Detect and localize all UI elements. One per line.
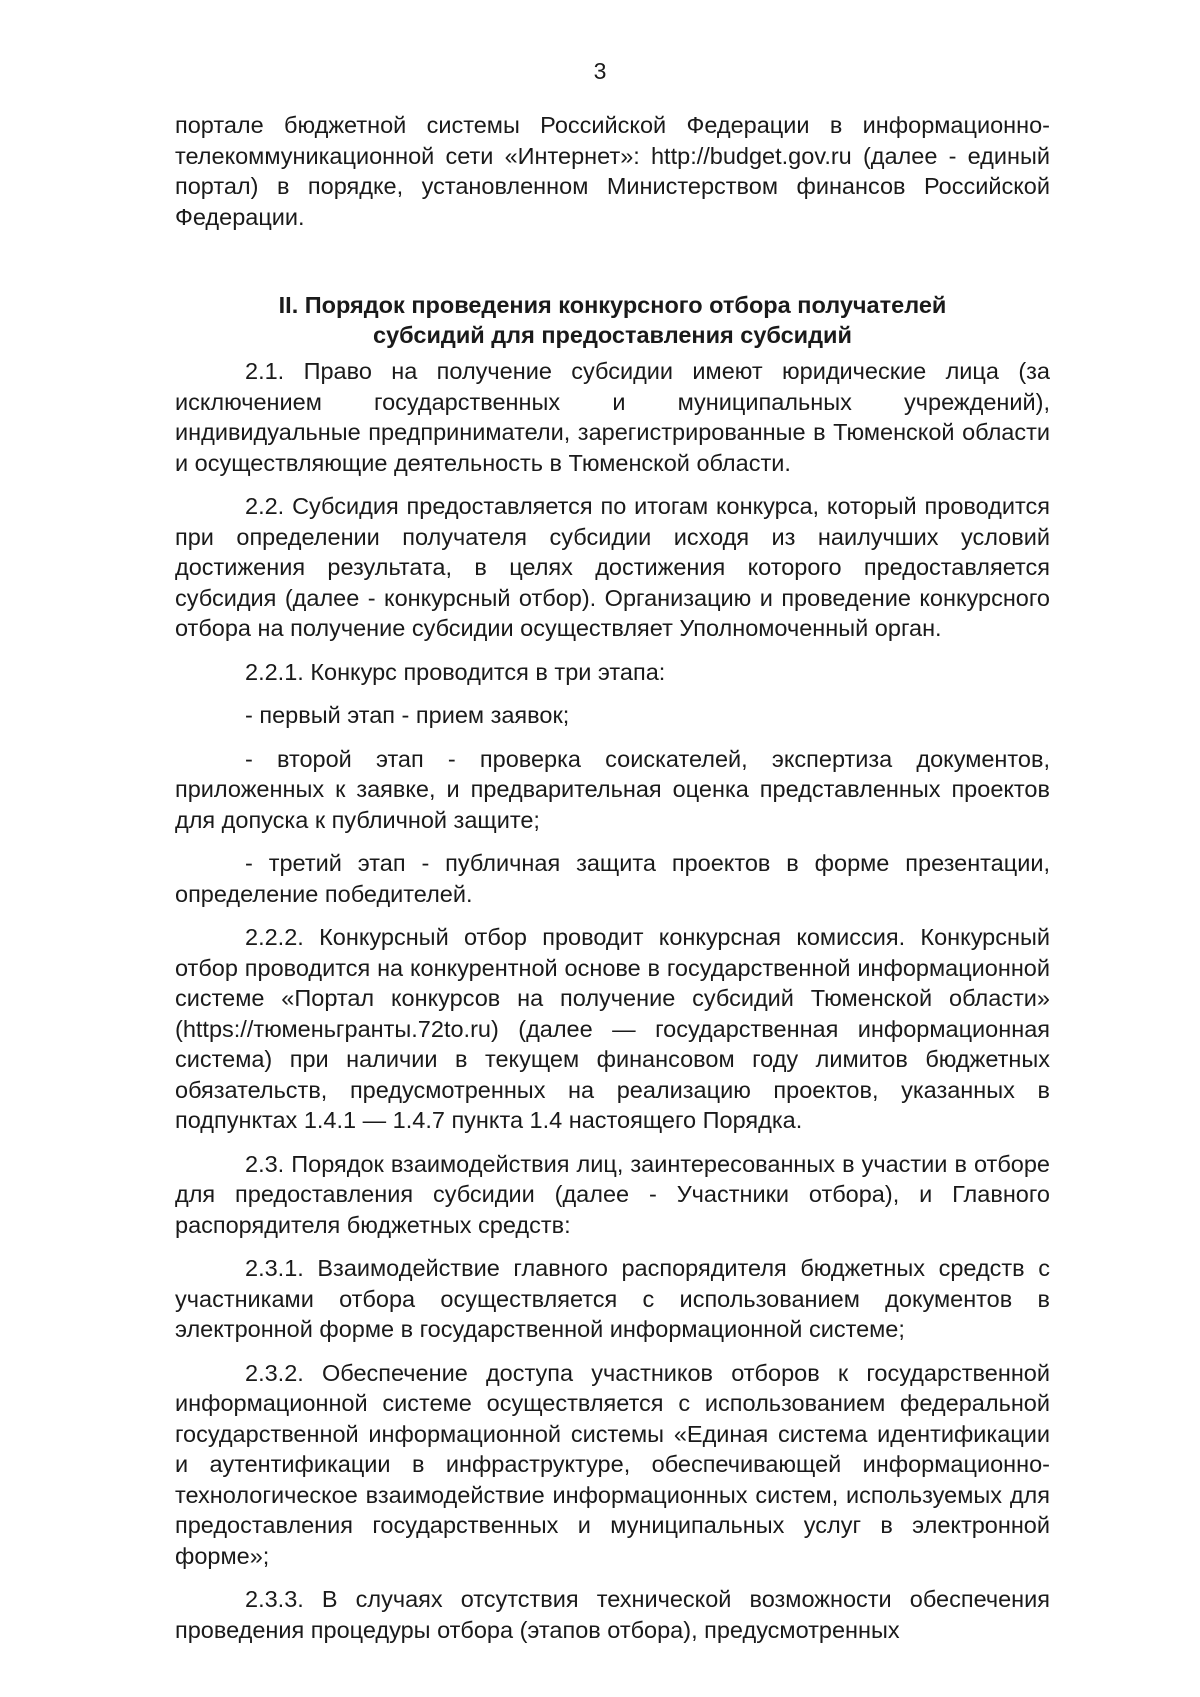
paragraph-stage-1: - первый этап - прием заявок; bbox=[245, 702, 570, 728]
lead-paragraph: портале бюджетной системы Российской Федерации в информационно-телекоммуникационной сети «Интернет»: http://budget.gov.ru (далее - единый портал) в порядке, установленном Министерством финансов Российской Федерации. bbox=[175, 112, 1050, 230]
paragraph-2-3: 2.3. Порядок взаимодействия лиц, заинтересованных в участии в отборе для предоставления субсидии (далее - Участники отбора), и Главного распорядителя бюджетных средств: bbox=[175, 1150, 1050, 1238]
section-heading-line-2: субсидий для предоставления субсидий bbox=[373, 322, 852, 348]
paragraph-2-3-1: 2.3.1. Взаимодействие главного распорядителя бюджетных средств с участниками отбора осуществляется с использованием документов в электронной форме в государственной информационной системе; bbox=[175, 1255, 1050, 1342]
paragraph-2-2-2: 2.2.2. Конкурсный отбор проводит конкурсная комиссия. Конкурсный отбор проводится на конкурентной основе в государственной информационной системе «Портал конкурсов на получение субсидий Тюменской области» (https://тюменьгранты.72to.ru) (далее — государственная информационная система) при наличии в текущем финансовом году лимитов бюджетных обязательств, предусмотренных на реализацию проектов, указанных в подпунктах 1.4.1 — 1.4.7 пункта 1.4 настоящего Порядка. bbox=[175, 924, 1050, 1133]
paragraph-stage-3: - третий этап - публичная защита проектов в форме презентации, определение победителей. bbox=[175, 850, 1050, 907]
paragraph-stage-2: - второй этап - проверка соискателей, экспертиза документов, приложенных к заявке, и предварительная оценка представленных проектов для допуска к публичной защите; bbox=[175, 745, 1050, 833]
section-heading bbox=[175, 290, 1050, 350]
paragraph-2-3-3: 2.3.3. В случаях отсутствия технической возможности обеспечения проведения процедуры отбора (этапов отбора), предусмотренных bbox=[175, 1586, 1050, 1643]
paragraph-2-1: 2.1. Право на получение субсидии имеют юридические лица (за исключением государственных и муниципальных учреждений), индивидуальные предприниматели, зарегистрированные в Тюменской области и осуществляющие деятельность в Тюменской области. bbox=[175, 358, 1050, 476]
paragraph-2-2-1: 2.2.1. Конкурс проводится в три этапа: bbox=[245, 658, 666, 685]
paragraph-2-2: 2.2. Субсидия предоставляется по итогам конкурса, который проводится при определении получателя субсидии исходя из наилучших условий достижения результата, в целях достижения которого предоставляется субсидия (далее - конкурсный отбор). Организацию и проведение конкурсного отбора на получение субсидии осуществляет Уполномоченный орган. bbox=[175, 493, 1050, 641]
page-number: 3 bbox=[593, 58, 607, 84]
paragraph-2-3-2: 2.3.2. Обеспечение доступа участников отборов к государственной информационной системе осуществляется с использованием федеральной государственной информационной системы «Единая система идентификации и аутентификации в инфраструктуре, обеспечивающей информационно-технологическое взаимодействие информационных систем, используемых для предоставления государственных и муниципальных услуг в электронной форме»; bbox=[175, 1359, 1050, 1569]
section-heading-line-1: II. Порядок проведения конкурсного отбора получателей bbox=[278, 292, 947, 318]
document-body bbox=[175, 110, 1050, 1645]
